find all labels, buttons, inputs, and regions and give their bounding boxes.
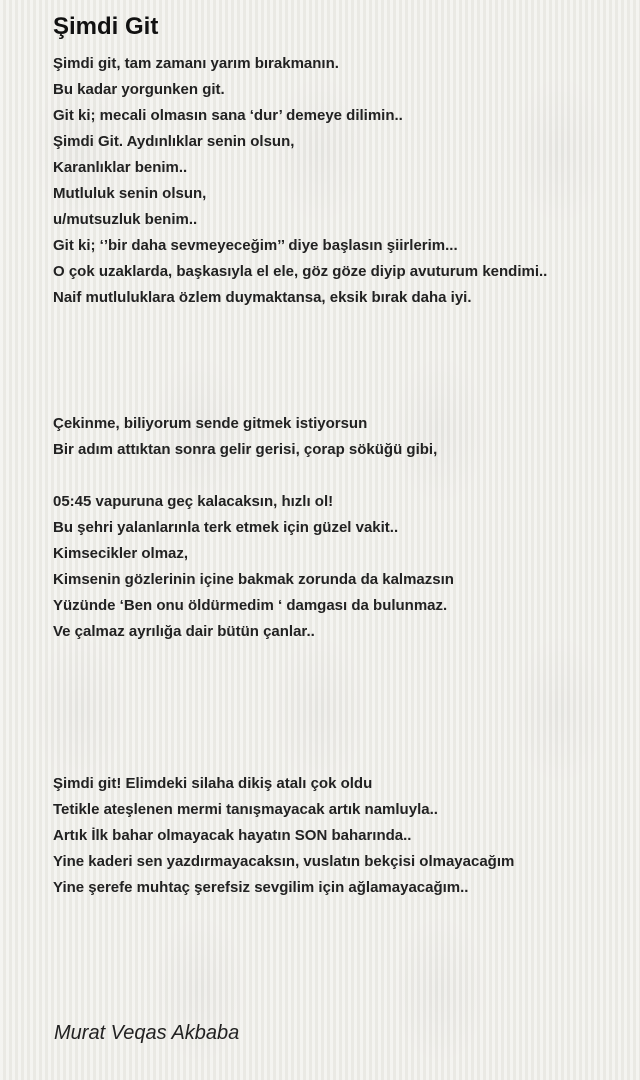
poem-line: Şimdi git, tam zamanı yarım bırakmanın. (53, 55, 339, 72)
poem-title: Şimdi Git (53, 13, 159, 40)
poem-line: u/mutsuzluk benim.. (53, 211, 198, 228)
poem-line: Şimdi git! Elimdeki silaha dikiş atalı çok oldu (53, 775, 373, 792)
poem-line: Mutluluk senin olsun, (53, 185, 207, 202)
poem-line: O çok uzaklarda, başkasıyla el ele, göz göze diyip avuturum kendimi.. (53, 263, 548, 280)
poem-line: Bu kadar yorgunken git. (53, 81, 225, 98)
stanza-1 (53, 51, 547, 311)
poem-line: Kimsecikler olmaz, (53, 545, 189, 562)
poem-line: Ve çalmaz ayrılığa dair bütün çanlar.. (53, 623, 315, 640)
poem-line: Karanlıklar benim.. (53, 159, 188, 176)
poem-line: Yine kaderi sen yazdırmayacaksın, vuslatın bekçisi olmayacağım (53, 853, 515, 870)
poem-line: Şimdi Git. Aydınlıklar senin olsun, (53, 133, 295, 150)
poem-line: Tetikle ateşlenen mermi tanışmayacak artık namluyla.. (53, 801, 438, 818)
poem-line: Yine şerefe muhtaç şerefsiz sevgilim için ağlamayacağım.. (53, 879, 469, 896)
poem-line: Artık İlk bahar olmayacak hayatın SON baharında.. (53, 827, 412, 844)
poem-line: Git ki; mecali olmasın sana ‘dur’ demeye dilimin.. (53, 107, 403, 124)
poem-author: Murat Veqas Akbaba (54, 1022, 240, 1044)
poem-line: Bu şehri yalanlarınla terk etmek için güzel vakit.. (53, 519, 399, 536)
poem-line: Git ki; ‘’bir daha sevmeyeceğim’’ diye başlasın şiirlerim... (53, 237, 458, 254)
poem-line: Çekinme, biliyorum sende gitmek istiyorsun (53, 415, 368, 432)
poem-line: Naif mutluluklara özlem duymaktansa, eksik bırak daha iyi. (53, 289, 472, 306)
poem-line: Kimsenin gözlerinin içine bakmak zorunda da kalmazsın (53, 571, 454, 588)
poem-line: 05:45 vapuruna geç kalacaksın, hızlı ol! (53, 493, 334, 510)
stanza-2 (53, 411, 454, 645)
stanza-gap (53, 463, 454, 489)
poem-line: Yüzünde ‘Ben onu öldürmedim ‘ damgası da bulunmaz. (53, 597, 448, 614)
poem-line: Bir adım attıktan sonra gelir gerisi, çorap söküğü gibi, (53, 441, 438, 458)
stanza-4 (53, 771, 514, 901)
